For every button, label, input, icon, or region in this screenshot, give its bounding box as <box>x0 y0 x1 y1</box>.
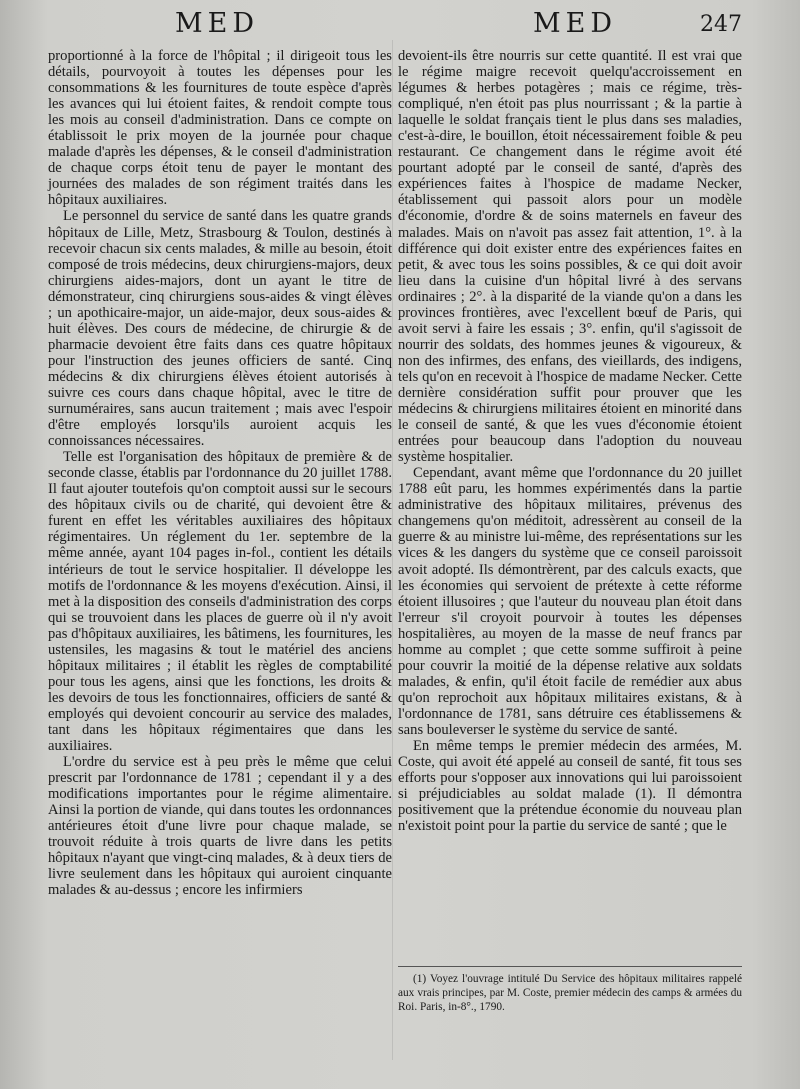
running-header <box>0 8 800 42</box>
right-paragraph-2: Cependant, avant même que l'ordonnance du 20 juillet 1788 eût paru, les hommes expérimentés dans la partie administrative des hôpitaux militaires, prévenus des changemens qu'on méditoit, adressèrent au conseil de la guerre & au ministre lui-même, des représentations sur les vices & les dangers du système que ce conseil paroissoit avoit adopté. Ils démontrèrent, par des calculs exacts, que les économies qui servoient de prétexte à cette réforme étoient illusoires ; que l'auteur du nouveau plan étoit dans l'erreur s'il croyoit pourvoir à toutes les dépenses hospitalières, au moyen de la masse de neuf francs par homme au complet ; que cette somme suffiroit à peine pour couvrir la moitié de la dépense relative aux soldats malades, & enfin, qu'il étoit facile de remédier aux abus qu'on reprochoit aux hôpitaux militaires existans, & à l'ordonnance de 1781, sans détruire ces établissemens & sans bouleverser le système du service de santé. <box>398 465 742 738</box>
left-paragraph-1: proportionné à la force de l'hôpital ; il dirigeoit tous les détails, pourvoyoit à toutes les dépenses pour les consommations & les fournitures de toute espèce d'après les avances qui lui étoient faites, & rendoit compte tous les mois au conseil d'administration. Dans ce compte on établissoit le prix moyen de la journée pour chaque malade d'après les dépenses, & le conseil d'administration de chaque corps étoit tenu de payer le montant des journées des malades de son régiment traités dans les hôpitaux auxiliaires. <box>48 48 392 209</box>
left-paragraph-3: Telle est l'organisation des hôpitaux de première & de seconde classe, établis par l'ordonnance du 20 juillet 1788. Il faut ajouter toutefois qu'on comptoit aussi sur le secours des hôpitaux civils ou de charité, qui devoient être & furent en effet les véritables auxiliaires des hôpitaux régimentaires. Un réglement du 1er. septembre de la même année, ayant 104 pages in-fol., contient les détails intérieurs de tout le service hospitalier. Il développe les motifs de l'ordonnance & les moyens d'exécution. Ainsi, il met à la disposition des conseils d'administration des corps qui se trouvoient dans les places de guerre où il n'y avoit pas d'hôpitaux auxiliaires, les bâtimens, les fournitures, les ustensiles, les magasins & tout le matériel des anciens hôpitaux militaires ; il établit les règles de comptabilité pour tous les agens, ainsi que les fonctions, les droits & les devoirs de tous les fonctionnaires, officiers de santé & employés qui devoient concourir au service des malades, tant dans les hôpitaux régimentaires que dans les auxiliaires. <box>48 449 392 755</box>
column-gutter <box>392 40 393 1060</box>
right-paragraph-3: En même temps le premier médecin des armées, M. Coste, qui avoit été appelé au conseil de santé, fit tous ses efforts pour s'opposer aux innovations qui lui paroissoient si préjudiciables au soldat malade (1). Il démontra positivement que la prétendue économie du nouveau plan n'existoit point pour la partie du service de santé ; que le <box>398 738 742 835</box>
right-running-head: MED <box>533 8 618 39</box>
left-running-head: MED <box>175 8 260 39</box>
right-paragraph-1: devoient-ils être nourris sur cette quantité. Il est vrai que le régime maigre recevoit quelqu'accroissement en légumes & herbes potagères ; mais ce régime, très-compliqué, n'en étoit pas plus nourrissant ; & la partie à laquelle le soldat français tient le plus dans ses maladies, c'est-à-dire, le bouillon, étoit nécessairement foible & peu restaurant. Ce changement dans le régime avoit été pourtant adopté par le conseil de santé, d'après des expériences faites à l'hospice de madame Necker, établissement qui passoit alors pour un modèle d'économie, d'ordre & de soins maternels en faveur des malades. Mais on n'avoit pas assez fait attention, 1°. à la différence qui doit exister entre des expériences faites en petit, & avec tous les soins possibles, & ce qui doit avoir lieu dans la cuisine d'un hôpital livré à des servans ordinaires ; 2°. à la disparité de la viande qu'on a dans les provinces frontières, avec l'excellent bœuf de Paris, qui avoit servi à faire les essais ; 3°. enfin, qu'il s'agissoit de nourrir des soldats, des hommes jeunes & vigoureux, & non des infirmes, des enfans, des vieillards, des indigens, tels qu'on en recevoit à l'hospice de madame Necker. Cette dernière considération suffit pour prouver que les médecins & chirurgiens militaires étoient en minorité dans le conseil de santé, & que les vues d'économie étoient entrées pour beaucoup dans l'adoption du nouveau système hospitalier. <box>398 48 742 466</box>
right-column <box>398 48 742 834</box>
footnote <box>398 966 742 1014</box>
left-column <box>48 48 392 898</box>
left-paragraph-4: L'ordre du service est à peu près le même que celui prescrit par l'ordonnance de 1781 ; cependant il y a des modifications importantes pour le régime alimentaire. Ainsi la portion de viande, qui dans toutes les ordonnances antérieures étoit d'une livre pour chaque malade, se trouvoit réduite à trois quarts de livre dans les petits hôpitaux n'ayant que vingt-cinq malades, & à deux tiers de livre seulement dans les hôpitaux qui auroient cinquante malades & au-dessus ; encore les infirmiers <box>48 754 392 899</box>
page-number: 247 <box>700 12 742 37</box>
footnote-text: (1) Voyez l'ouvrage intitulé Du Service des hôpitaux militaires rappelé aux vrais principes, par M. Coste, premier médecin des camps & armées du Roi. Paris, in-8°., 1790. <box>398 973 742 1013</box>
left-paragraph-2: Le personnel du service de santé dans les quatre grands hôpitaux de Lille, Metz, Strasbourg & Toulon, destinés à recevoir chacun six cents malades, & mille au besoin, étoit composé de trois médecins, deux chirurgiens-majors, deux chirurgiens aides-majors, dont un ayant le titre de démonstrateur, cinq chirurgiens sous-aides & vingt élèves ; un apothicaire-major, un aide-major, deux sous-aides & huit élèves. Des cours de médecine, de chirurgie & de pharmacie devoient être faits dans ces quatre hôpitaux pour l'instruction des jeunes officiers de santé. Cinq médecins & dix chirurgiens élèves étoient autorisés à suivre ces cours dans chaque hôpital, avec le titre de surnuméraires, sans aucun traitement ; mais avec l'espoir d'être employés lorsqu'ils auroient acquis les connoissances nécessaires. <box>48 208 392 450</box>
